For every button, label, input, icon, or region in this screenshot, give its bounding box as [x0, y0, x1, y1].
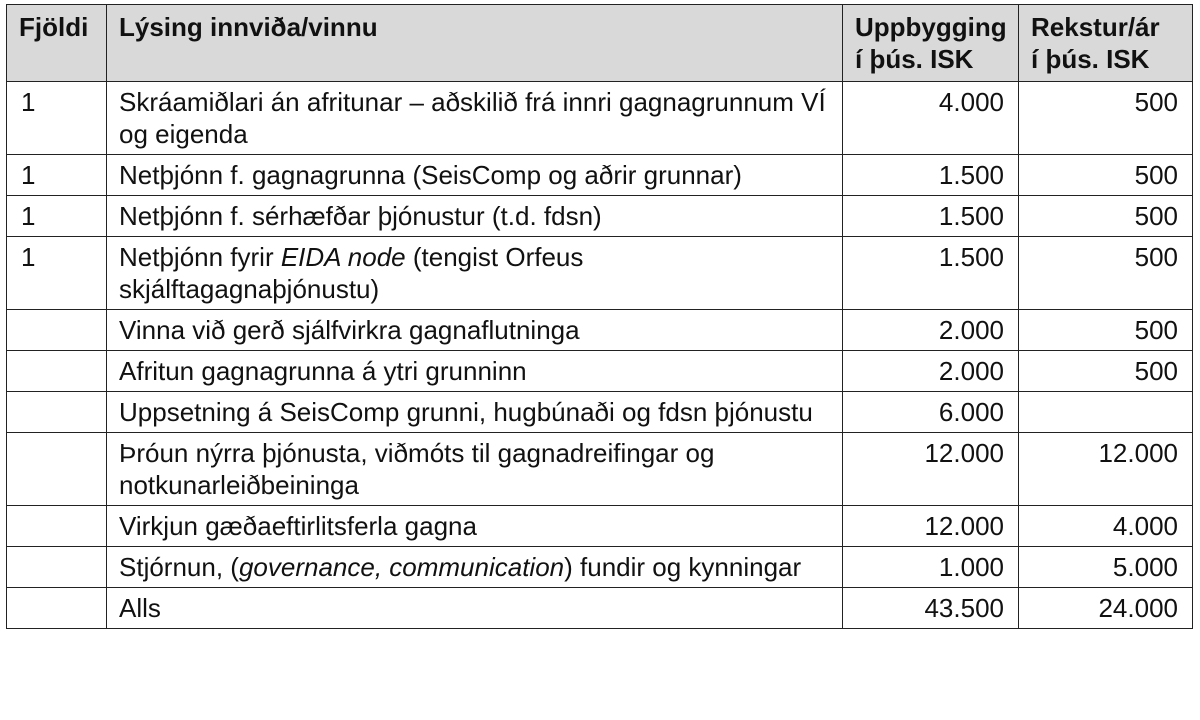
cell-run-cost: 500 — [1019, 196, 1193, 237]
header-count — [7, 5, 107, 82]
header-count-label: Fjöldi — [19, 12, 89, 42]
cell-run-cost — [1019, 392, 1193, 433]
cell-run-cost: 500 — [1019, 155, 1193, 196]
header-description-label: Lýsing innviða/vinnu — [119, 12, 378, 42]
header-build-line2: í þús. ISK — [855, 44, 974, 74]
table-row — [7, 196, 1193, 237]
cell-run-cost: 500 — [1019, 82, 1193, 155]
description-text: Netþjónn f. gagnagrunna (SeisComp og aðrir grunnar) — [119, 160, 742, 190]
description-text: Netþjónn fyrir — [119, 242, 281, 272]
table-header-row — [7, 5, 1193, 82]
description-text-continued: (tengist Orfeus skjálftagagnaþjónustu) — [119, 242, 584, 304]
cell-description — [107, 392, 843, 433]
description-text: Netþjónn f. sérhæfðar þjónustur (t.d. fdsn) — [119, 201, 602, 231]
cell-count — [7, 351, 107, 392]
cell-run-cost: 500 — [1019, 351, 1193, 392]
description-text: Afritun gagnagrunna á ytri grunninn — [119, 356, 527, 386]
cell-count — [7, 433, 107, 506]
header-description — [107, 5, 843, 82]
cell-description — [107, 155, 843, 196]
cell-count — [7, 547, 107, 588]
cell-count — [7, 588, 107, 629]
description-text: Virkjun gæðaeftirlitsferla gagna — [119, 511, 477, 541]
cell-build-cost: 12.000 — [843, 433, 1019, 506]
cell-count: 1 — [7, 155, 107, 196]
cell-count — [7, 506, 107, 547]
cell-build-cost: 4.000 — [843, 82, 1019, 155]
cell-build-cost: 1.500 — [843, 237, 1019, 310]
cell-description — [107, 506, 843, 547]
description-italic-text: EIDA node — [280, 242, 406, 272]
table-row — [7, 506, 1193, 547]
description-text: Alls — [119, 593, 161, 623]
table-row — [7, 547, 1193, 588]
cell-build-cost: 6.000 — [843, 392, 1019, 433]
table-row — [7, 82, 1193, 155]
cell-description — [107, 588, 843, 629]
cell-count: 1 — [7, 82, 107, 155]
cell-build-cost: 1.000 — [843, 547, 1019, 588]
cell-build-cost: 1.500 — [843, 196, 1019, 237]
cell-run-cost: 500 — [1019, 310, 1193, 351]
cell-build-cost: 2.000 — [843, 310, 1019, 351]
cell-description — [107, 237, 843, 310]
header-build-cost — [843, 5, 1019, 82]
description-text: Skráamiðlari án afritunar – aðskilið frá innri gagnagrunnum VÍ og eigenda — [119, 87, 826, 149]
description-text: Uppsetning á SeisComp grunni, hugbúnaði og fdsn þjónustu — [119, 397, 813, 427]
cell-build-cost: 1.500 — [843, 155, 1019, 196]
description-text: Vinna við gerð sjálfvirkra gagnaflutninga — [119, 315, 580, 345]
cell-run-cost: 4.000 — [1019, 506, 1193, 547]
header-run-line1: Rekstur/ár — [1031, 12, 1160, 42]
cell-description — [107, 310, 843, 351]
cell-description — [107, 82, 843, 155]
cell-count: 1 — [7, 196, 107, 237]
table-row — [7, 351, 1193, 392]
cost-table — [6, 4, 1193, 629]
table-row — [7, 237, 1193, 310]
cell-description — [107, 433, 843, 506]
description-text-continued: ) fundir og kynningar — [564, 552, 802, 582]
cell-description — [107, 351, 843, 392]
header-build-line1: Uppbygging — [855, 12, 1007, 42]
cell-build-cost: 43.500 — [843, 588, 1019, 629]
cell-run-cost: 24.000 — [1019, 588, 1193, 629]
header-run-line2: í þús. ISK — [1031, 44, 1150, 74]
cell-count — [7, 392, 107, 433]
table-row — [7, 310, 1193, 351]
table-row — [7, 392, 1193, 433]
cell-run-cost: 12.000 — [1019, 433, 1193, 506]
cell-count — [7, 310, 107, 351]
description-italic-text: governance, communication — [238, 552, 565, 582]
table-row — [7, 433, 1193, 506]
table-body — [7, 82, 1193, 629]
cell-description — [107, 547, 843, 588]
description-text: Stjórnun, ( — [119, 552, 239, 582]
cell-run-cost: 500 — [1019, 237, 1193, 310]
cell-count: 1 — [7, 237, 107, 310]
table-row — [7, 155, 1193, 196]
cell-run-cost: 5.000 — [1019, 547, 1193, 588]
cell-build-cost: 2.000 — [843, 351, 1019, 392]
cell-build-cost: 12.000 — [843, 506, 1019, 547]
total-row — [7, 588, 1193, 629]
header-run-cost — [1019, 5, 1193, 82]
description-text: Þróun nýrra þjónusta, viðmóts til gagnadreifingar og notkunarleiðbeininga — [119, 438, 715, 500]
cell-description — [107, 196, 843, 237]
